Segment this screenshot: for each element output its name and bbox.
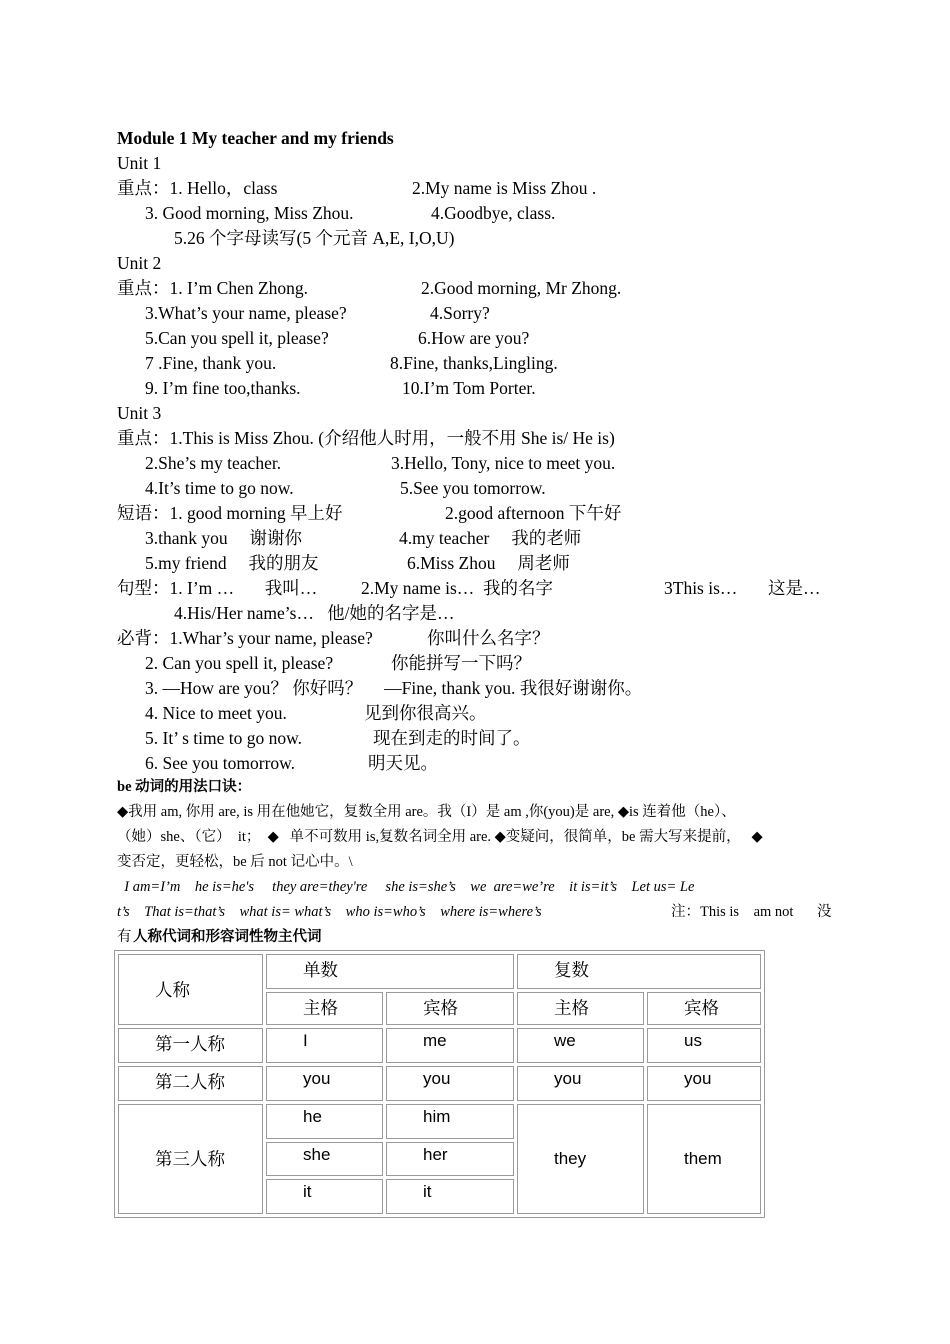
cell: me	[386, 1028, 514, 1063]
note-text: 注：This is am not	[671, 904, 794, 920]
unit3-point2: 2.She’s my teacher.	[145, 453, 282, 473]
phrase-1: 短语：1. good morning 早上好	[117, 503, 343, 523]
contractions-line2-text: t’s That is=that’s what is= what’s who is=who’s where is=where’s	[117, 904, 542, 920]
phrase-4: 4.my teacher 我的老师	[399, 528, 582, 548]
must-5-cn: 现在到走的时间了。	[373, 728, 531, 748]
row-label-third-person: 第三人称	[118, 1104, 263, 1214]
phrase-3: 3.thank you 谢谢你	[145, 528, 303, 548]
must-6-cn: 明天见。	[368, 753, 438, 773]
cell: you	[647, 1066, 761, 1101]
cell: it	[386, 1179, 514, 1214]
unit1-point2: 2.My name is Miss Zhou .	[412, 178, 597, 198]
table-header-row-1	[118, 954, 761, 989]
cell: he	[266, 1104, 383, 1139]
table-row	[118, 1028, 761, 1063]
must-2-en: 2. Can you spell it, please?	[145, 653, 334, 673]
cell: you	[517, 1066, 644, 1101]
unit3-heading: Unit 3	[117, 403, 162, 423]
cell: her	[386, 1142, 514, 1177]
unit2-point1: 重点：1. I’m Chen Zhong.	[117, 278, 309, 298]
unit2-point6: 6.How are you?	[418, 328, 530, 348]
header-plural-object: 宾格	[647, 992, 761, 1026]
unit3-point5: 5.See you tomorrow.	[400, 478, 546, 498]
unit2-point2: 2.Good morning, Mr Zhong.	[421, 278, 622, 298]
page-title: Module 1 My teacher and my friends	[117, 128, 394, 148]
cell: us	[647, 1028, 761, 1063]
table-row	[118, 1066, 761, 1101]
unit2-point9: 9. I’m fine too,thanks.	[145, 378, 301, 398]
table-row	[118, 1104, 761, 1139]
cell: them	[647, 1104, 761, 1214]
be-heading: be 动词的用法口诀：	[117, 779, 252, 795]
cell: him	[386, 1104, 514, 1139]
must-6-en: 6. See you tomorrow.	[145, 753, 296, 773]
unit1-point5: 5.26 个字母读写(5 个元音 A,E, I,O,U)	[174, 228, 455, 248]
unit3-point3: 3.Hello, Tony, nice to meet you.	[391, 453, 616, 473]
header-singular: 单数	[266, 954, 514, 989]
unit2-point8: 8.Fine, thanks,Lingling.	[390, 353, 558, 373]
pattern-3: 3This is… 这是…	[664, 578, 821, 598]
header-plural-subject: 主格	[517, 992, 644, 1026]
unit1-point1: 重点：1. Hello，class	[117, 178, 278, 198]
cell: we	[517, 1028, 644, 1063]
cell: I	[266, 1028, 383, 1063]
must-1-en: 必背：1.Whar’s your name, please?	[117, 628, 373, 648]
must-1-cn: 你叫什么名字？	[427, 628, 550, 648]
phrase-5: 5.my friend 我的朋友	[145, 553, 319, 573]
phrase-6: 6.Miss Zhou 周老师	[407, 553, 570, 573]
contractions-line1: I am=I’m he is=he's they are=they're she is=she’s we are=we’re it is=it’s Let us= Le	[117, 879, 695, 895]
cell: you	[266, 1066, 383, 1101]
cell: she	[266, 1142, 383, 1177]
unit3-point4: 4.It’s time to go now.	[145, 478, 294, 498]
header-plural: 复数	[517, 954, 761, 989]
cell: it	[266, 1179, 383, 1214]
be-rule-line2: （她）she、（它） it； ◆ 单不可数用 is,复数名词全用 are. ◆变疑问，很简单，be 需大写来提前， ◆	[117, 829, 763, 845]
must-2-cn: 你能拼写一下吗？	[391, 653, 531, 673]
be-rule-line3: 变否定，更轻松，be 后 not 记心中。\	[117, 854, 353, 870]
must-4-cn: 见到你很高兴。	[364, 703, 487, 723]
unit2-point3: 3.What’s your name, please?	[145, 303, 347, 323]
unit2-heading: Unit 2	[117, 253, 162, 273]
pattern-1: 句型：1. I’m … 我叫…	[117, 578, 318, 598]
unit1-point4: 4.Goodbye, class.	[431, 203, 556, 223]
note-end: 没	[817, 904, 832, 920]
table-caption-prefix: 有	[117, 929, 132, 945]
row-label-second-person: 第二人称	[118, 1066, 263, 1101]
cell: they	[517, 1104, 644, 1214]
must-5-en: 5. It’ s time to go now.	[145, 728, 302, 748]
unit1-heading: Unit 1	[117, 153, 162, 173]
header-person: 人称	[118, 954, 263, 1025]
unit2-point10: 10.I’m Tom Porter.	[402, 378, 536, 398]
unit3-point1: 重点：1.This is Miss Zhou. (介绍他人时用，一般不用 She is/ He is)	[117, 428, 615, 448]
header-singular-object: 宾格	[386, 992, 514, 1026]
unit1-point3: 3. Good morning, Miss Zhou.	[145, 203, 354, 223]
be-rule-line1: ◆我用 am, 你用 are, is 用在他她它，复数全用 are。我（I）是 am ,你(you)是 are, ◆is 连着他（he）、	[117, 804, 736, 820]
header-singular-subject: 主格	[266, 992, 383, 1026]
must-4-en: 4. Nice to meet you.	[145, 703, 287, 723]
pattern-2: 2.My name is… 我的名字	[361, 578, 554, 598]
cell: you	[386, 1066, 514, 1101]
table-caption-title: 人称代词和形容词性物主代词	[133, 929, 322, 945]
pronoun-table	[114, 950, 765, 1218]
unit2-point7: 7 .Fine, thank you.	[145, 353, 277, 373]
unit2-point5: 5.Can you spell it, please?	[145, 328, 329, 348]
phrase-2: 2.good afternoon 下午好	[445, 503, 622, 523]
row-label-first-person: 第一人称	[118, 1028, 263, 1063]
pattern-4: 4.His/Her name’s… 他/她的名字是…	[174, 603, 455, 623]
must-3: 3. —How are you？ 你好吗？ —Fine, thank you. 我很好谢谢你。	[145, 678, 643, 698]
unit2-point4: 4.Sorry?	[430, 303, 490, 323]
